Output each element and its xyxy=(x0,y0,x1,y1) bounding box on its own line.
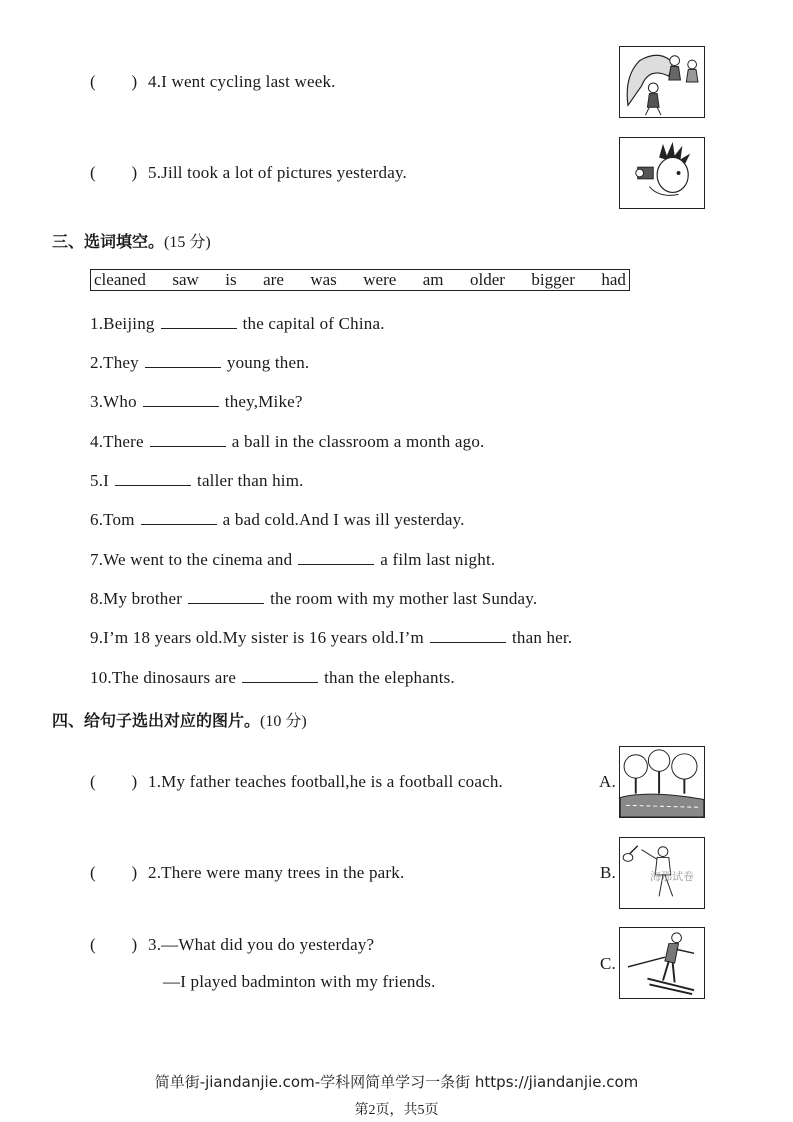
fill-blank[interactable] xyxy=(141,510,217,525)
fill-item-4: 4.There a ball in the classroom a month ago. xyxy=(90,432,485,451)
fill-item-8: 8.My brother the room with my mother last Sunday. xyxy=(90,589,538,608)
fill-blank[interactable] xyxy=(430,628,506,643)
page-number: 第2页，共5页 xyxy=(354,1103,439,1118)
word-bank xyxy=(90,269,630,291)
word-bank-word: were xyxy=(363,270,397,289)
option-label-c: C. xyxy=(600,954,616,973)
section4-heading: 四、给句子选出对应的图片。(10 分) xyxy=(52,711,307,730)
option-label-b: B. xyxy=(600,863,616,882)
fill-blank[interactable] xyxy=(115,471,191,486)
fill-blank[interactable] xyxy=(242,668,318,683)
fill-item-1: 1.Beijing the capital of China. xyxy=(90,314,385,333)
fill-item-3: 3.Who they,Mike? xyxy=(90,392,303,411)
item-text: 5.Jill took a lot of pictures yesterday. xyxy=(148,163,408,182)
answer-paren[interactable]: ( ) xyxy=(90,863,138,882)
option-label-a: A. xyxy=(599,772,616,791)
fill-item-6: 6.Tom a bad cold.And I was ill yesterday. xyxy=(90,510,465,529)
fill-blank[interactable] xyxy=(150,432,226,447)
word-bank-word: are xyxy=(263,270,284,289)
cycling-picture xyxy=(619,46,705,118)
fill-blank[interactable] xyxy=(143,392,219,407)
fill-item-7: 7.We went to the cinema and a film last night. xyxy=(90,550,496,569)
word-bank-word: older xyxy=(470,270,505,289)
word-bank-word: saw xyxy=(172,270,199,289)
item-text: 3.—What did you do yesterday? xyxy=(148,935,375,954)
section3-heading: 三、选词填空。(15 分) xyxy=(52,232,211,251)
footer-site: 简单街-jiandanjie.com-学科网简单学习一条街 https://jiandanjie.com xyxy=(154,1073,639,1091)
camera-boy-picture xyxy=(619,137,705,209)
answer-paren[interactable]: ( ) xyxy=(90,935,138,954)
watermark-text: 海那试卷 xyxy=(650,870,694,883)
part2-item-4 xyxy=(90,72,336,92)
fill-blank[interactable] xyxy=(145,353,221,368)
fill-blank[interactable] xyxy=(161,314,237,329)
match-item-1 xyxy=(90,772,503,792)
fill-blank[interactable] xyxy=(188,589,264,604)
answer-paren[interactable]: ( ) xyxy=(90,72,138,91)
badminton-picture xyxy=(619,837,705,909)
answer-paren[interactable]: ( ) xyxy=(90,163,138,182)
skiing-picture xyxy=(619,927,705,999)
match-item-3 xyxy=(90,935,374,955)
fill-item-5: 5.I taller than him. xyxy=(90,471,304,490)
match-item-3-reply: —I played badminton with my friends. xyxy=(163,972,436,991)
word-bank-word: cleaned xyxy=(94,270,146,289)
word-bank-word: was xyxy=(310,270,337,289)
fill-blank[interactable] xyxy=(298,550,374,565)
item-text: 4.I went cycling last week. xyxy=(148,72,336,91)
fill-item-9: 9.I’m 18 years old.My sister is 16 years old.I’m than her. xyxy=(90,628,573,647)
park-trees-picture xyxy=(619,746,705,818)
word-bank-word: bigger xyxy=(531,270,575,289)
word-bank-word: am xyxy=(422,270,444,289)
answer-paren[interactable]: ( ) xyxy=(90,772,138,791)
fill-item-10: 10.The dinosaurs are than the elephants. xyxy=(90,668,455,687)
item-text: 2.There were many trees in the park. xyxy=(148,863,405,882)
word-bank-word: is xyxy=(225,270,237,289)
match-item-2 xyxy=(90,863,404,883)
item-text: 1.My father teaches football,he is a football coach. xyxy=(148,772,503,791)
word-bank-word: had xyxy=(601,270,626,289)
fill-item-2: 2.They young then. xyxy=(90,353,310,372)
part2-item-5 xyxy=(90,163,407,183)
